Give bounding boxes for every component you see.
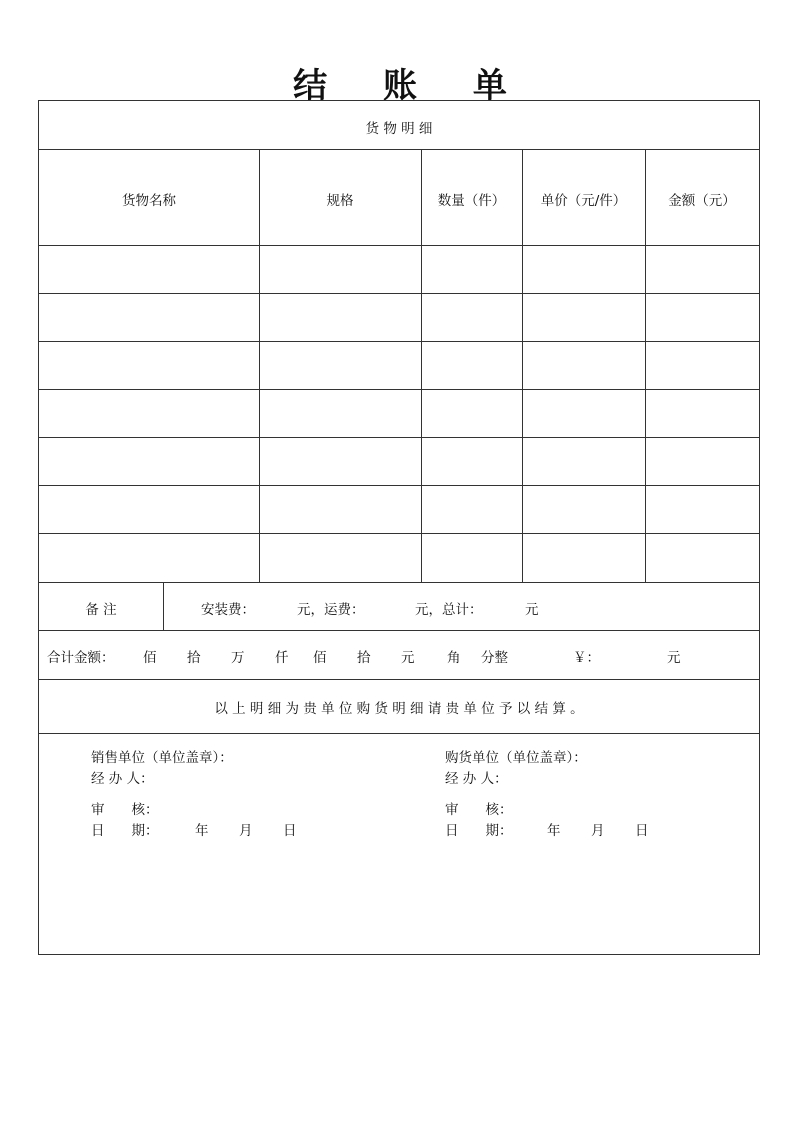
unit-shi: 拾 (357, 650, 371, 666)
unit-jiao: 角 (447, 650, 461, 666)
table-row (39, 437, 759, 485)
column-header-quantity: 数量（件） (437, 193, 506, 209)
statement-text: 以 上 明 细 为 贵 单 位 购 货 明 细 请 贵 单 位 予 以 结 算 。 (214, 701, 584, 717)
table-row (39, 485, 759, 533)
seller-date-year: 年 (195, 823, 209, 839)
seller-audit-label: 审 核： (91, 802, 159, 818)
buyer-date-month: 月 (591, 823, 605, 839)
currency-symbol: ￥： (573, 650, 600, 666)
table-row (39, 533, 759, 582)
grand-total-label: 元，总计： (415, 602, 483, 618)
divider (39, 149, 759, 150)
divider (39, 679, 759, 680)
buyer-date-label: 日 期： (445, 823, 513, 839)
divider (39, 733, 759, 734)
column-header-unit-price: 单价（元/件） (540, 193, 627, 209)
remarks-label: 备 注 (85, 602, 117, 618)
unit-bai: 佰 (143, 650, 157, 666)
settlement-form (38, 100, 760, 955)
divider (39, 630, 759, 631)
seller-handler-label: 经 办 人： (91, 771, 154, 787)
column-header-name: 货物名称 (122, 193, 176, 209)
divider (39, 582, 759, 583)
unit-bai: 佰 (313, 650, 327, 666)
buyer-unit-label: 购货单位（单位盖章）： (445, 750, 587, 766)
seller-unit-label: 销售单位（单位盖章）： (91, 750, 233, 766)
table-row (39, 293, 759, 341)
column-header-spec: 规格 (326, 193, 354, 209)
buyer-date-year: 年 (547, 823, 561, 839)
section-header: 货 物 明 细 (365, 121, 433, 137)
total-yuan: 元 (667, 650, 681, 666)
column-header-amount: 金额（元） (668, 193, 736, 209)
document-title: 结 账 单 (293, 66, 529, 106)
table-row (39, 341, 759, 389)
unit-wan: 万 (231, 650, 245, 666)
buyer-handler-label: 经 办 人： (445, 771, 508, 787)
total-amount-label: 合计金额： (47, 650, 115, 666)
divider (163, 582, 164, 630)
freight-label: 元，运费： (297, 602, 365, 618)
seller-date-day: 日 (283, 823, 297, 839)
unit-shi: 拾 (187, 650, 201, 666)
remarks-yuan: 元 (525, 602, 539, 618)
install-fee-label: 安装费： (201, 602, 255, 618)
unit-fen: 分整 (481, 650, 508, 666)
seller-date-label: 日 期： (91, 823, 159, 839)
unit-qian: 仟 (275, 650, 289, 666)
seller-date-month: 月 (239, 823, 253, 839)
table-row (39, 245, 759, 293)
unit-yuan: 元 (401, 650, 415, 666)
table-row (39, 389, 759, 437)
buyer-audit-label: 审 核： (445, 802, 513, 818)
buyer-date-day: 日 (635, 823, 649, 839)
